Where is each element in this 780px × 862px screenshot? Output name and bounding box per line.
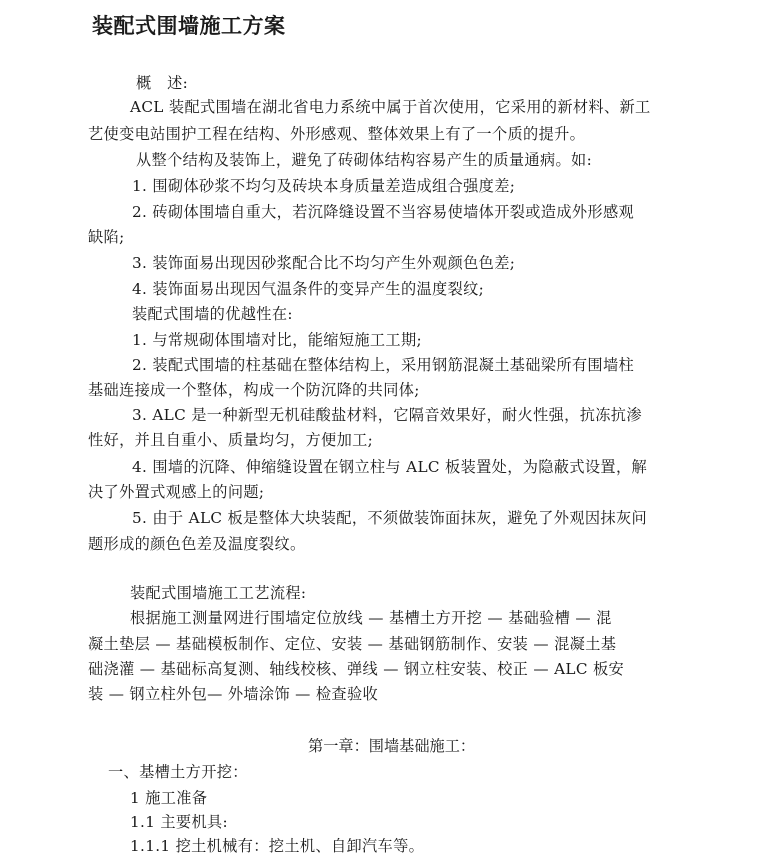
process-line: 装 — 钢立柱外包— 外墙涂饰 — 检查验收 — [88, 685, 379, 703]
subsection-heading: 1.1 主要机具: — [130, 813, 228, 831]
subsection-heading: 1 施工准备 — [130, 789, 208, 807]
subsection-heading: 1.1.1 挖土机械有：挖土机、自卸汽车等。 — [130, 837, 425, 855]
list-item: 5. 由于 ALC 板是整体大块装配，不须做装饰面抹灰，避免了外观因抹灰问 — [132, 509, 648, 527]
list-item: 1. 围砌体砂浆不均匀及砖块本身质量差造成组合强度差; — [132, 177, 516, 195]
list-item: 3. 装饰面易出现因砂浆配合比不均匀产生外观颜色色差; — [132, 254, 516, 272]
list-item-continuation: 基础连接成一个整体，构成一个防沉降的共同体; — [88, 381, 420, 399]
overview-heading: 概 述: — [136, 74, 189, 92]
list-item-continuation: 题形成的颜色色差及温度裂纹。 — [88, 535, 306, 553]
process-heading: 装配式围墙施工工艺流程: — [130, 584, 307, 602]
chapter-heading: 第一章：围墙基础施工： — [308, 737, 476, 755]
process-line: 凝土垫层 — 基础模板制作、定位、安装 — 基础钢筋制作、安装 — 混凝土基 — [88, 635, 617, 653]
document-title: 装配式围墙施工方案 — [92, 13, 286, 38]
list-item: 1. 与常规砌体围墙对比，能缩短施工工期; — [132, 331, 422, 349]
list-item: 4. 围墙的沉降、伸缩缝设置在钢立柱与 ALC 板装置处，为隐蔽式设置，解 — [132, 458, 648, 476]
process-line: 础浇灌 — 基础标高复测、轴线校核、弹线 — 钢立柱安装、校正 — ALC 板安 — [88, 660, 625, 678]
list-item: 2. 砖砌体围墙自重大，若沉降缝设置不当容易使墙体开裂或造成外形感观 — [132, 203, 635, 221]
list-item: 3. ALC 是一种新型无机硅酸盐材料，它隔音效果好，耐火性强，抗冻抗渗 — [132, 406, 642, 424]
list-item-continuation: 性好，并且自重小、质量均匀，方便加工; — [88, 431, 374, 449]
list-item-continuation: 决了外置式观感上的问题; — [88, 483, 265, 501]
paragraph-line: 从整个结构及装饰上，避免了砖砌体结构容易产生的质量通病。如: — [136, 151, 593, 169]
list-item: 4. 装饰面易出现因气温条件的变异产生的温度裂纹; — [132, 280, 485, 298]
paragraph-line: 艺使变电站围护工程在结构、外形感观、整体效果上有了一个质的提升。 — [88, 125, 586, 143]
advantages-heading: 装配式围墙的优越性在: — [132, 305, 293, 323]
list-item: 2. 装配式围墙的柱基础在整体结构上，采用钢筋混凝土基础梁所有围墙柱 — [132, 356, 635, 374]
section-heading: 一、基槽土方开挖： — [108, 763, 248, 781]
process-line: 根据施工测量网进行围墙定位放线 — 基槽土方开挖 — 基础验槽 — 混 — [130, 609, 612, 627]
list-item-continuation: 缺陷; — [88, 228, 125, 246]
paragraph-line: ACL 装配式围墙在湖北省电力系统中属于首次使用，它采用的新材料、新工 — [130, 98, 651, 116]
